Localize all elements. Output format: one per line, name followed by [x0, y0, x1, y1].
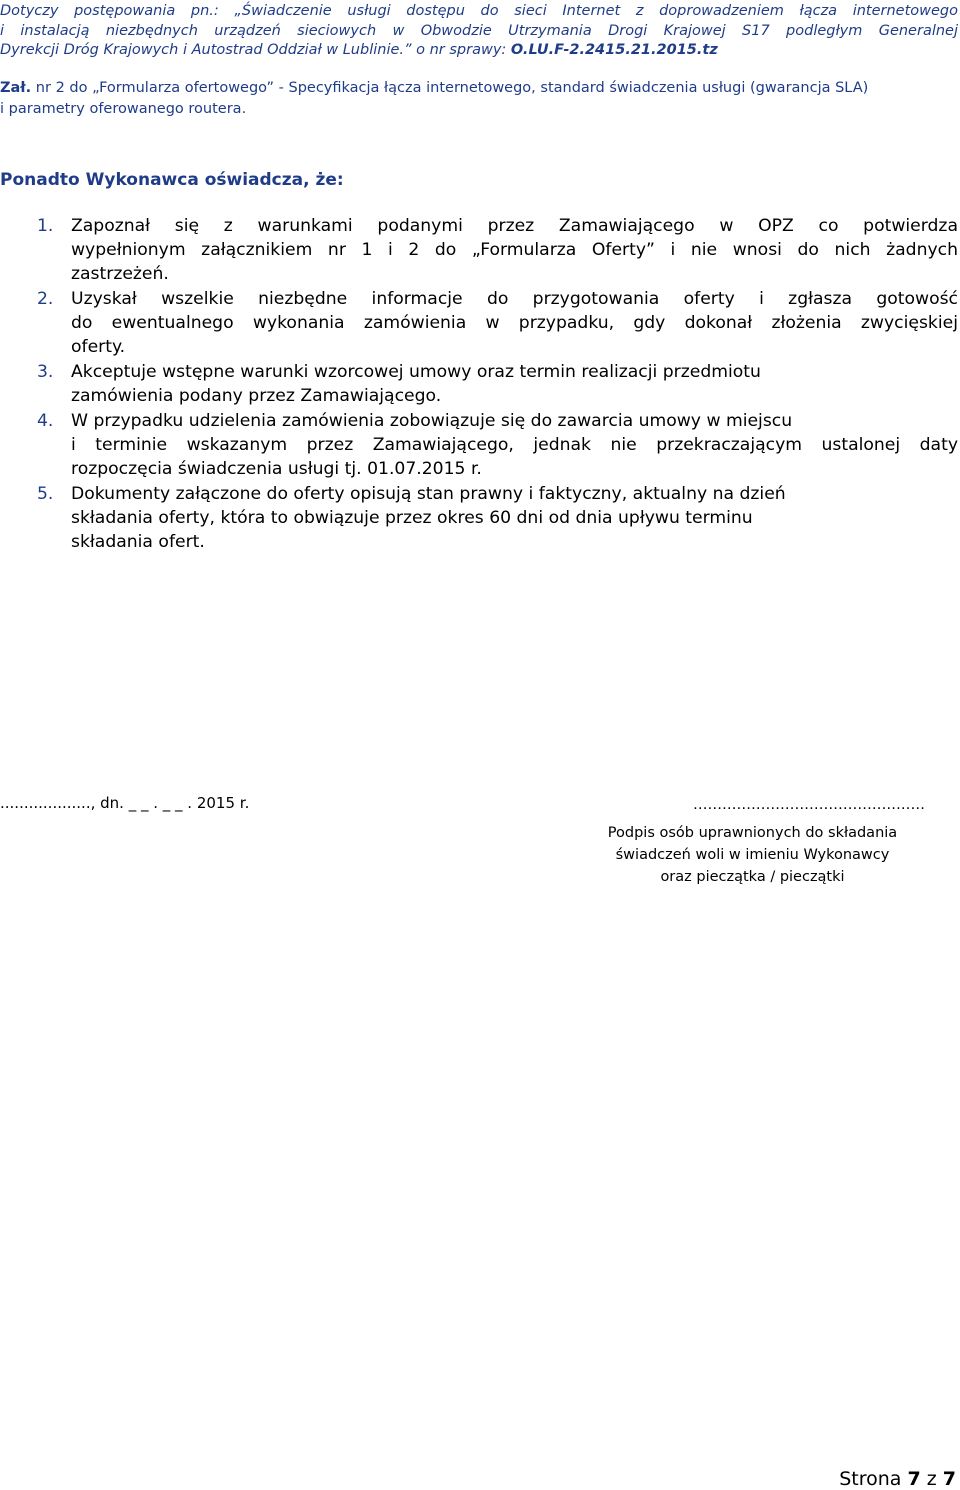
item-line: składania oferty, która to obwiązuje przez okres 60 dni od dnia upływu terminu: [71, 508, 753, 528]
header-prefix: Dotyczy postępowania pn.:: [0, 3, 235, 19]
item-line: oferty.: [71, 337, 126, 357]
item-number: 3.: [37, 362, 54, 382]
page-number: [839, 1468, 956, 1490]
header-line-1: [0, 2, 958, 22]
signature-caption-2: świadczeń woli w imieniu Wykonawcy: [615, 847, 890, 863]
declaration-list: [0, 214, 958, 555]
item-text: [71, 287, 958, 359]
list-item: [0, 482, 958, 554]
item-line: Zapoznał się z warunkami podanymi przez Zamawiającego w OPZ co potwierdza: [71, 216, 958, 236]
attachment-line-2: i parametry oferowanego routera.: [0, 101, 247, 117]
item-text: [71, 214, 958, 286]
page-total: 7: [942, 1468, 956, 1490]
attachment-line-1: [0, 78, 958, 99]
procedure-title: „Świadczenie usługi dostępu do sieci Internet z doprowadzeniem łącza internetowego: [234, 3, 959, 19]
attachment-label: Zał.: [0, 80, 32, 96]
list-item: [0, 214, 958, 286]
item-number: 5.: [37, 484, 54, 504]
item-line: wypełnionym załącznikiem nr 1 i 2 do „Formularza Oferty” i nie wnosi do nich żadnych: [71, 240, 958, 260]
page-label: Strona: [839, 1468, 908, 1490]
signature-block: [580, 794, 925, 888]
item-line: zastrzeżeń.: [71, 264, 169, 284]
case-number: O.LU.F-2.2415.21.2015.tz: [510, 42, 718, 58]
declaration-title: Ponadto Wykonawca oświadcza, że:: [0, 170, 344, 190]
item-number: 4.: [37, 411, 54, 431]
item-number: 2.: [37, 289, 54, 309]
item-line: do ewentualnego wykonania zamówienia w przypadku, gdy dokonał złożenia zwycięskiej: [71, 313, 958, 333]
document-header: [0, 2, 958, 61]
signature-line: …………………………………………: [693, 797, 925, 813]
list-item: [0, 287, 958, 359]
item-line: Akceptuje wstępne warunki wzorcowej umowy oraz termin realizacji przedmiotu: [71, 362, 761, 382]
place-date-field: ..................., dn. _ _ . _ _ . 2015 r.: [0, 794, 250, 812]
item-line: rozpoczęcia świadczenia usługi tj. 01.07.2015 r.: [71, 459, 482, 479]
item-number: 1.: [37, 216, 54, 236]
header-line-3: [0, 41, 958, 61]
attachment-description: nr 2 do „Formularza ofertowego” - Specyfikacja łącza internetowego, standard świadczenia usługi (gwarancja SLA): [31, 80, 869, 96]
item-line: składania ofert.: [71, 532, 205, 552]
item-line: i terminie wskazanym przez Zamawiającego, jednak nie przekraczającym ustalonej daty: [71, 435, 958, 455]
list-item: [0, 409, 958, 481]
list-item: [0, 360, 958, 408]
item-text: [71, 409, 958, 481]
header-line-3-text: Dyrekcji Dróg Krajowych i Autostrad Oddział w Lublinie.”: [0, 42, 417, 58]
item-text: [71, 482, 958, 554]
page-of: z: [920, 1468, 943, 1490]
attachment-reference: [0, 78, 958, 120]
page-current: 7: [907, 1468, 921, 1490]
item-text: [71, 360, 958, 408]
case-number-label: o nr sprawy:: [416, 42, 511, 58]
signature-caption-1: Podpis osób uprawnionych do składania: [607, 825, 898, 841]
signature-caption-3: oraz pieczątka / pieczątki: [660, 869, 845, 885]
item-line: zamówienia podany przez Zamawiającego.: [71, 386, 442, 406]
item-line: Uzyskał wszelkie niezbędne informacje do przygotowania oferty i zgłasza gotowość: [71, 289, 958, 309]
item-line: Dokumenty załączone do oferty opisują stan prawny i faktyczny, aktualny na dzień: [71, 484, 786, 504]
header-line-2: i instalacją niezbędnych urządzeń sieciowych w Obwodzie Utrzymania Drogi Krajowej S17 podległym Generalnej: [0, 22, 958, 39]
item-line: W przypadku udzielenia zamówienia zobowiązuje się do zawarcia umowy w miejscu: [71, 411, 793, 431]
